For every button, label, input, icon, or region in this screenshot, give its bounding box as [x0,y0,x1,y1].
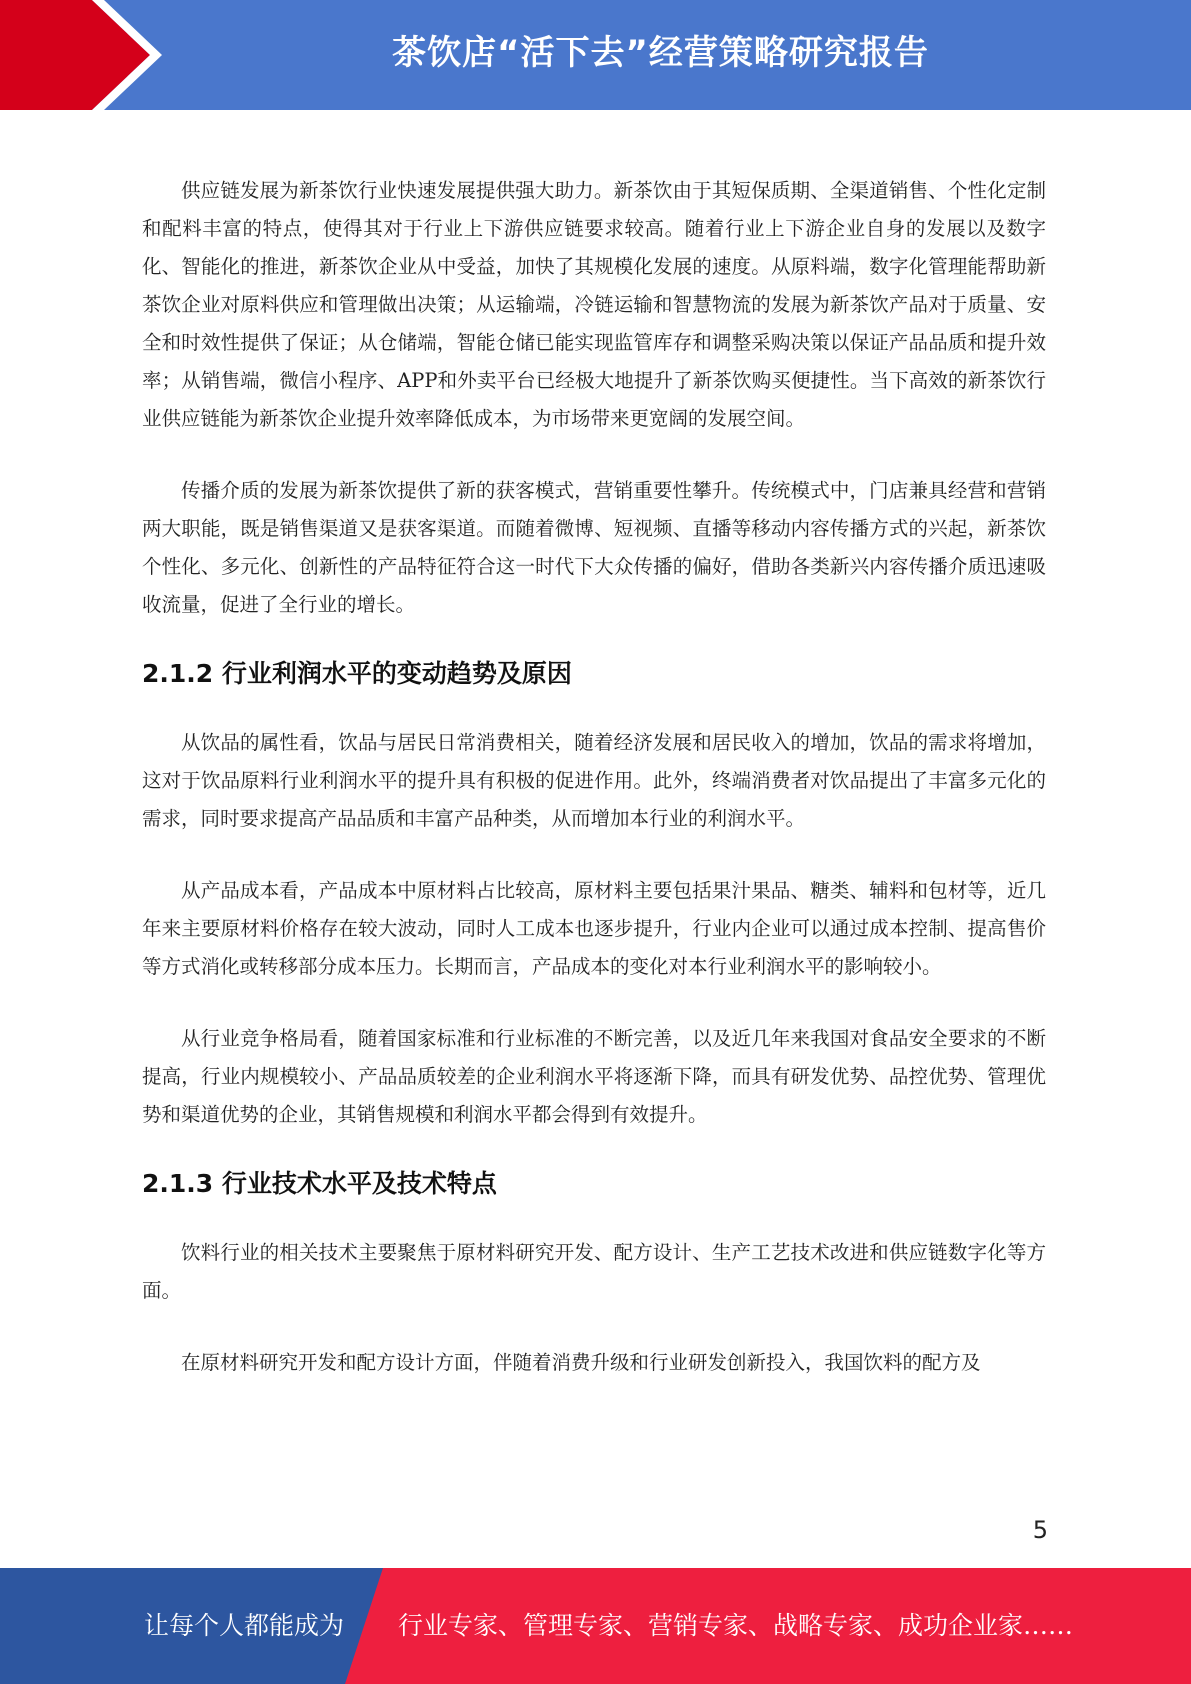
page-number: 5 [1032,1516,1048,1544]
report-title: 茶饮店“活下去”经营策略研究报告 [392,33,929,73]
paragraph-raw-material: 在原材料研究开发和配方设计方面，伴随着消费升级和行业研发创新投入，我国饮料的配方及 [181,1351,981,1374]
paragraph-supply-chain: 供应链发展为新茶饮行业快速发展提供强大助力。新茶饮由于其短保质期、全渠道销售、个性化定制和配料丰富的特点，使得其对于行业上下游供应链要求较高。随着行业上下游企业自身的发展以及数字化、智能化的推进，新茶饮企业从中受益，加快了其规模化发展的速度。从原料端，数字化管理能帮助新茶饮企业对原料供应和管理做出决策；从运输端，冷链运输和智慧物流的发展为新茶饮产品对于质量、安全和时效性提供了保证；从仓储端，智能仓储已能实现监管库存和调整采购决策以保证产品品质和提升效率；从销售端，微信小程序、APP和外卖平台已经极大地提升了新茶饮购买便捷性。当下高效的新茶饮行业供应链能为新茶饮企业提升效率降低成本，为市场带来更宽阔的发展空间。 [142,179,1046,430]
document-body [142,172,1046,1382]
section-heading-profit: 2.1.2 行业利润水平的变动趋势及原因 [142,659,572,688]
paragraph-product-cost: 从产品成本看，产品成本中原材料占比较高，原材料主要包括果汁果品、糖类、辅料和包材等，近几年来主要原材料价格存在较大波动，同时人工成本也逐步提升，行业内企业可以通过成本控制、提高售价等方式消化或转移部分成本压力。长期而言，产品成本的变化对本行业利润水平的影响较小。 [142,879,1046,978]
paragraph-competition: 从行业竞争格局看，随着国家标准和行业标准的不断完善，以及近几年来我国对食品安全要求的不断提高，行业内规模较小、产品品质较差的企业利润水平将逐渐下降，而具有研发优势、品控优势、管理优势和渠道优势的企业，其销售规模和利润水平都会得到有效提升。 [142,1027,1046,1126]
footer-slogan-left: 让每个人都能成为 [144,1611,345,1640]
paragraph-drink-attributes: 从饮品的属性看，饮品与居民日常消费相关，随着经济发展和居民收入的增加，饮品的需求将增加，这对于饮品原料行业利润水平的提升具有积极的促进作用。此外，终端消费者对饮品提出了丰富多元化的需求，同时要求提高产品品质和丰富产品种类，从而增加本行业的利润水平。 [142,731,1046,830]
section-heading-technology: 2.1.3 行业技术水平及技术特点 [142,1169,497,1198]
paragraph-media: 传播介质的发展为新茶饮提供了新的获客模式，营销重要性攀升。传统模式中，门店兼具经营和营销两大职能，既是销售渠道又是获客渠道。而随着微博、短视频、直播等移动内容传播方式的兴起，新茶饮个性化、多元化、创新性的产品特征符合这一时代下大众传播的偏好，借助各类新兴内容传播介质迅速吸收流量，促进了全行业的增长。 [142,479,1046,616]
paragraph-tech-focus: 饮料行业的相关技术主要聚焦于原材料研究开发、配方设计、生产工艺技术改进和供应链数字化等方面。 [142,1241,1046,1302]
footer-slogan-right: 行业专家、管理专家、营销专家、战略专家、成功企业家…… [398,1611,1074,1640]
